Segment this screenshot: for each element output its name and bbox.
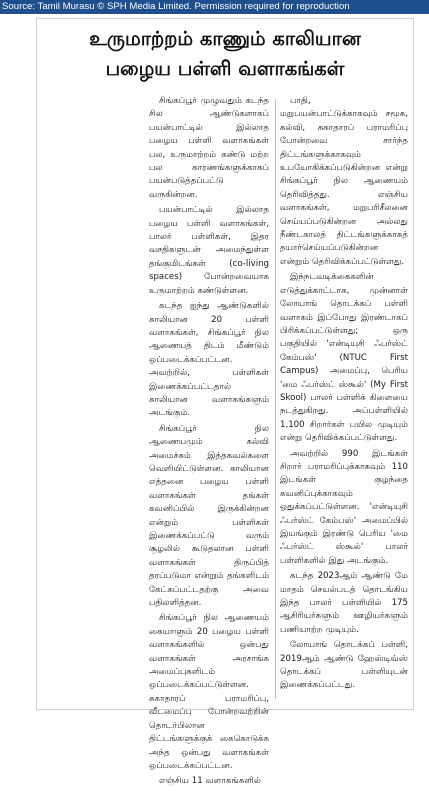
headline-line-1: உருமாற்றம் காணும் காலியான [89, 27, 361, 50]
paragraph: இந்நடவடிக்கைகளின் எடுத்துக்காட்டாக, முன்னாள் லோயாங் தொடக்கப் பள்ளி வளாகம் இப்போது இரண்டாகப் பிரிக்கப்பட்டுள்ளது; ஒரு பகுதியில் 'என்டியுசி ஃபர்ஸ்ட் கேம்பஸ்' (NTUC First Campus) அமைப்பு, பெரிய 'மை ஃபர்ஸ்ட் ஸ்கூல்' (My First Skool) பாலர் பள்ளிக் கிளையை நடத்துகிறது. அப்பள்ளியில் 1,100 சிறார்கள் பயில முடியும் என்று தெரிவிக்கப்பட்டுள்ளது. [280, 272, 408, 444]
paragraph: அவற்றில் 990 இடங்கள் சிறார் பராமரிப்புக்காகவும் 110 இடங்கள் குழந்தை கவனிப்புக்காகவும் ஒதுக்கப்பட்டுள்ளன. 'என்டியுசி ஃபர்ஸ்ட் கேம்பஸ்' அமைப்பில் இயங்கும் இரண்டு பெரிய 'மை ஃபர்ஸ்ட் ஸ்கூல்' பாலர் பள்ளிகளில் இது அடங்கும். [280, 448, 408, 566]
paragraph: சிங்கப்பூர் நில ஆணையம் கையாளும் 20 பழைய பள்ளி வளாகங்களில் ஒன்பது வளாகங்கள் அரசாங்க அமைப்புகளிடம் ஒப்படைக்கப்பட்டுள்ளன. சுகாதாரப் பராமரிப்பு, வீடமைப்பு போன்றவற்றின் தொடர்பிலான திட்டங்களுக்குக் கைகொடுக்க அந்த ஒன்பது வளாகங்கள் ஒப்படைக்கப்பட்டன. [149, 613, 269, 771]
paragraph: கடந்த ஐந்து ஆண்டுகளில் காலியான 20 பள்ளி வளாகங்கள், சிங்கப்பூர் நில ஆணையத் திடம் மீண்டும் ஒப்படைக்கப்பட்டன. அவற்றில், பள்ளிகள் இணைக்கப்பட்டதால் காலியான வளாகங்களும் அடங்கும். [149, 301, 269, 419]
paragraph: பயன்பாட்டில் இல்லாத பழைய பள்ளி வளாகங்கள், பாலர் பள்ளிகள், இதர வசதிகளுடன் அமைந்துள்ள தங்குமிடங்கள் (co-living spaces) போன்றவையாக உருமாற்றம் கண்டுள்ளன. [149, 205, 269, 296]
article-column-left [149, 95, 269, 791]
source-credit-bar: Source: Tamil Murasu © SPH Media Limited. Permission required for reproduction [0, 0, 429, 14]
paragraph: சிங்கப்பூர் நில ஆணையமும் கல்வி அமைச்சும் இத்தகவல்களை வெளியிட்டுள்ளன. காலியான எத்தனை பழைய பள்ளி வளாகங்கள் தங்கள் கவனிப்பில் இருக்கின்றன என்றும் பள்ளிகள் இணைக்கப்பட்டு வரும் சூழலில் கூடுதலான பள்ளி வளாகங்கள் திருப்பித் தரப்படுமா என்றும் தங்களிடம் கேட்கப்பட்டதற்கு அவை பதிலளித்தன. [149, 423, 269, 609]
headline-line-2: பழைய பள்ளி வளாகங்கள் [105, 57, 345, 80]
paragraph: பாதி, மறுபயன்பாட்டுக்காகவும் சமூக, கல்வி, சுகாதாரப் பராமரிப்பு போன்றவை சார்ந்த திட்டங்களுக்காகவும் உபயோகிக்கப்படுகின்றன என்று சிங்கப்பூர் நில ஆணையம் தெரிவித்தது. எஞ்சிய வளாகங்கள், மறுபரிசீலனை செய்யப்படுகின்றன அல்லது நீண்டகாலத் திட்டங்களுக்காகத் தயார்செய்யப்படுகின்றன என்றும் தெரிவிக்கப்பட்டுள்ளது. [280, 96, 408, 267]
paragraph: கடந்த 2023ஆம் ஆண்டு மே மாதம் செயல்படத் தொடங்கிய இந்த பாலர் பள்ளியில் 175 ஆசிரியர்களும் ஊழியர்களும் பணியாற்ற முடியும். [280, 571, 408, 635]
paragraph: சிங்கப்பூர் முழுவதும் கடந்த சில ஆண்டுகளாகப் பயன்பாட்டில் இல்லாத பழைய பள்ளி வளாகங்கள் பல, உருமாற்றம் கண்டு மற்ற பல காரணங்களுக்காகப் பயன்படுத்தப்பட்டு வருகின்றன. [149, 96, 269, 200]
newspaper-clipping [36, 18, 414, 787]
article-column-right [280, 95, 408, 695]
paragraph: எஞ்சிய 11 வளாகங்களில் [159, 776, 262, 787]
paragraph: லோயாங் தொடக்கப் பள்ளி, 2019ஆம் ஆண்டு ஹேஸ்டிவ்ஸ் தொடக்கப் பள்ளியுடன் இணைக்கப்பட்டது. [280, 640, 408, 691]
column-divider [275, 99, 276, 699]
